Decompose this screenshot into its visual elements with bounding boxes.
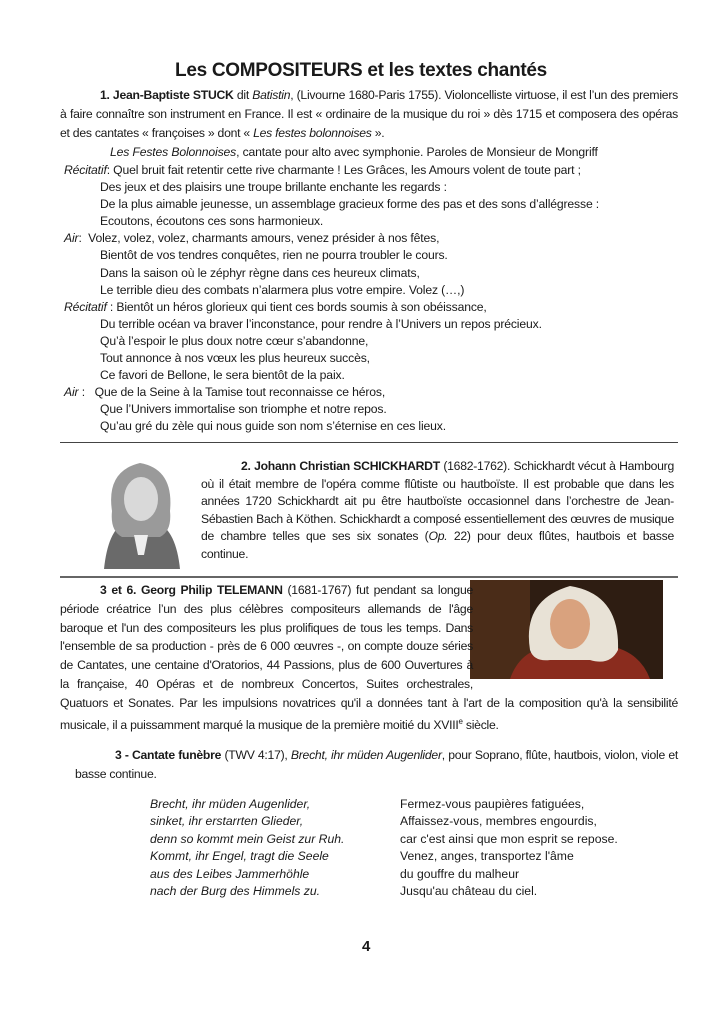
text-segment: (TWV 4:17), xyxy=(221,748,291,763)
text-segment: siècle. xyxy=(462,717,499,732)
text-segment: (1682-1762). Schickhardt vécut à Hambourg où il était membre de l'opéra comme flûtiste ou hautboïste. Il est probable que dans les années 1720 Schickhardt ait pu être hautboïste occasionnel dans l’orchestre de Jean-Sébastien Bach à Köthen. Schickhardt a composé essentiellement des œuvres de musique de chambre telles que ses six sonates ( xyxy=(201,459,674,544)
divider xyxy=(60,576,678,578)
lyric-line xyxy=(64,384,599,401)
poem-line: aus des Leibes Jammerhöhle xyxy=(150,866,310,881)
lyric-text: Qu’au gré du zèle qui nous guide son nom s’éternise en ces lieux. xyxy=(100,419,446,434)
poem-line: Venez, anges, transportez l'âme xyxy=(400,849,574,864)
poem-line: nach der Burg des Himmels zu. xyxy=(150,884,321,899)
cantata-subtitle: , cantate pour alto avec symphonie. Paroles de Monsieur de Mongriff xyxy=(236,145,598,159)
lyric-line xyxy=(64,350,599,367)
lyric-text: Tout annonce à nos vœux les plus heureux succès, xyxy=(100,351,370,366)
text-segment: e xyxy=(458,716,463,726)
stuck-intro xyxy=(60,86,678,142)
lyric-line xyxy=(64,213,599,230)
lyric-line xyxy=(64,401,599,418)
lyric-line xyxy=(64,299,599,316)
lyric-line xyxy=(64,196,599,213)
lyric-text: Qu’à l’espoir le plus doux notre cœur s’abandonne, xyxy=(100,333,369,348)
text-segment: ». xyxy=(371,125,385,140)
section-label: Air xyxy=(64,385,79,400)
page-title: Les COMPOSITEURS et les textes chantés xyxy=(175,60,547,81)
lyric-line xyxy=(64,333,599,350)
text-segment: , (Livourne 1680-Paris 1755). Violoncelliste virtuose, il est l’un des premiers à faire connaître son instrument en France. Il est « ordinaire de la musique du roi » dès 1715 et composera des opéras et des cantates « françoises » dont « xyxy=(60,88,678,140)
lyric-text: Bientôt de vos tendres conquêtes, rien ne pourra troubler le cours. xyxy=(100,248,448,263)
text-segment: 3 - Cantate funèbre xyxy=(115,748,222,763)
lyric-text: De la plus aimable jeunesse, un assemblage gracieux forme des pas et des sons d’allégresse : xyxy=(100,197,600,212)
lyric-text: Que l’Univers immortalise son triomphe et notre repos. xyxy=(100,402,387,417)
lyric-text: Ce favori de Bellone, le sera bientôt de la paix. xyxy=(100,368,345,383)
poem-line: Kommt, ihr Engel, tragt die Seele xyxy=(150,849,329,864)
text-segment: 1. Jean-Baptiste STUCK xyxy=(100,88,234,102)
lyric-text: Dans la saison où le zéphyr règne dans ces heureux climats, xyxy=(100,265,420,280)
cantata-heading xyxy=(110,143,598,162)
cantata-title: Les Festes Bolonnoises xyxy=(110,145,237,159)
lyric-line xyxy=(64,162,599,179)
section-label: Récitatif xyxy=(64,163,107,177)
text-segment: dit xyxy=(233,88,253,102)
stuck-lyrics xyxy=(64,162,599,436)
lyric-text: Des jeux et des plaisirs une troupe brillante enchante les regards : xyxy=(100,180,447,195)
text-segment: 2. Johann Christian SCHICKHARDT xyxy=(241,459,440,473)
poem-line: car c'est ainsi que mon esprit se repose. xyxy=(400,831,618,846)
schickhardt-portrait xyxy=(94,451,188,569)
text-segment: Batistin xyxy=(252,88,291,102)
lyric-line xyxy=(64,367,599,384)
lyric-text: : Que de la Seine à la Tamise tout reconnaisse ce héros, xyxy=(78,385,386,400)
cantate-funebre xyxy=(60,746,678,784)
lyric-line xyxy=(64,179,599,196)
lyric-text: Ecoutons, écoutons ces sons harmonieux. xyxy=(100,214,324,229)
text-segment: Brecht, ihr müden Augenlider xyxy=(290,748,442,763)
page-number: 4 xyxy=(362,938,371,955)
poem-french xyxy=(400,796,650,900)
lyric-text: Du terrible océan va braver l’inconstance, pour rendre à l’Univers un repos précieux. xyxy=(100,316,542,331)
poem-line: Affaissez-vous, membres engourdis, xyxy=(400,814,597,829)
lyric-line xyxy=(64,247,599,264)
text-segment: (1681-1767) fut pendant sa longue période créatrice l’un des plus célèbres compositeurs allemands de l'âge baroque et l'un des compositeurs les plus prolifiques de tous les temps. Dans l'ensemble de sa production - près de 6 000 œuvres -, on compte douze séries de Cantates, une centaine d'Oratorios, 44 Passions, plus de 600 Ouvertures à la française, 40 Opéras et de nombreux Concertos, Suites orchestrales, Quatuors et Sonates. Par les impulsions novatrices qu'il a données tant à l'art de la composition qu'à la sensibilité musicale, il a puissamment marqué la musique de la première moitié du XVIII xyxy=(60,583,678,732)
text-segment: Les festes bolonnoises xyxy=(253,125,372,140)
text-segment: , pour Soprano, flûte, hautbois, violon, viole et basse continue. xyxy=(75,748,678,782)
poem-line: Fermez-vous paupières fatiguées, xyxy=(400,797,585,812)
divider xyxy=(60,442,678,443)
lyric-line xyxy=(64,230,599,247)
lyric-line xyxy=(64,265,599,282)
poem-german xyxy=(150,796,400,900)
lyric-text: : Volez, volez, volez, charmants amours, venez présider à nos fêtes, xyxy=(78,231,440,246)
section-label: Récitatif xyxy=(64,299,107,314)
text-segment: 22) pour deux flûtes, hautbois et basse continue. xyxy=(201,529,674,561)
poem-line: du gouffre du malheur xyxy=(400,866,520,881)
lyric-line xyxy=(64,282,599,299)
poem-line: sinket, ihr erstarrten Glieder, xyxy=(150,814,304,829)
lyric-line xyxy=(64,418,599,435)
telemann-bio xyxy=(60,581,678,734)
poem-line: denn so kommt mein Geist zur Ruh. xyxy=(150,831,345,846)
schickhardt-bio xyxy=(201,458,674,564)
poem-line: Jusqu'au château du ciel. xyxy=(400,884,538,899)
telemann-section xyxy=(60,581,678,900)
lyric-text: Le terrible dieu des combats n’alarmera plus votre empire. Volez (…,) xyxy=(100,282,465,297)
section-label: Air xyxy=(64,231,79,246)
lyric-text: : Quel bruit fait retentir cette rive charmante ! Les Grâces, les Amours volent de toute part ; xyxy=(106,163,581,177)
text-segment: 3 et 6. Georg Philip TELEMANN xyxy=(100,583,283,597)
lyric-text: : Bientôt un héros glorieux qui tient ces bords soumis à son obéissance, xyxy=(106,299,487,314)
text-segment: Op. xyxy=(428,529,448,544)
lyric-line xyxy=(64,316,599,333)
poems xyxy=(60,796,678,900)
poem-line: Brecht, ihr müden Augenlider, xyxy=(150,797,311,812)
